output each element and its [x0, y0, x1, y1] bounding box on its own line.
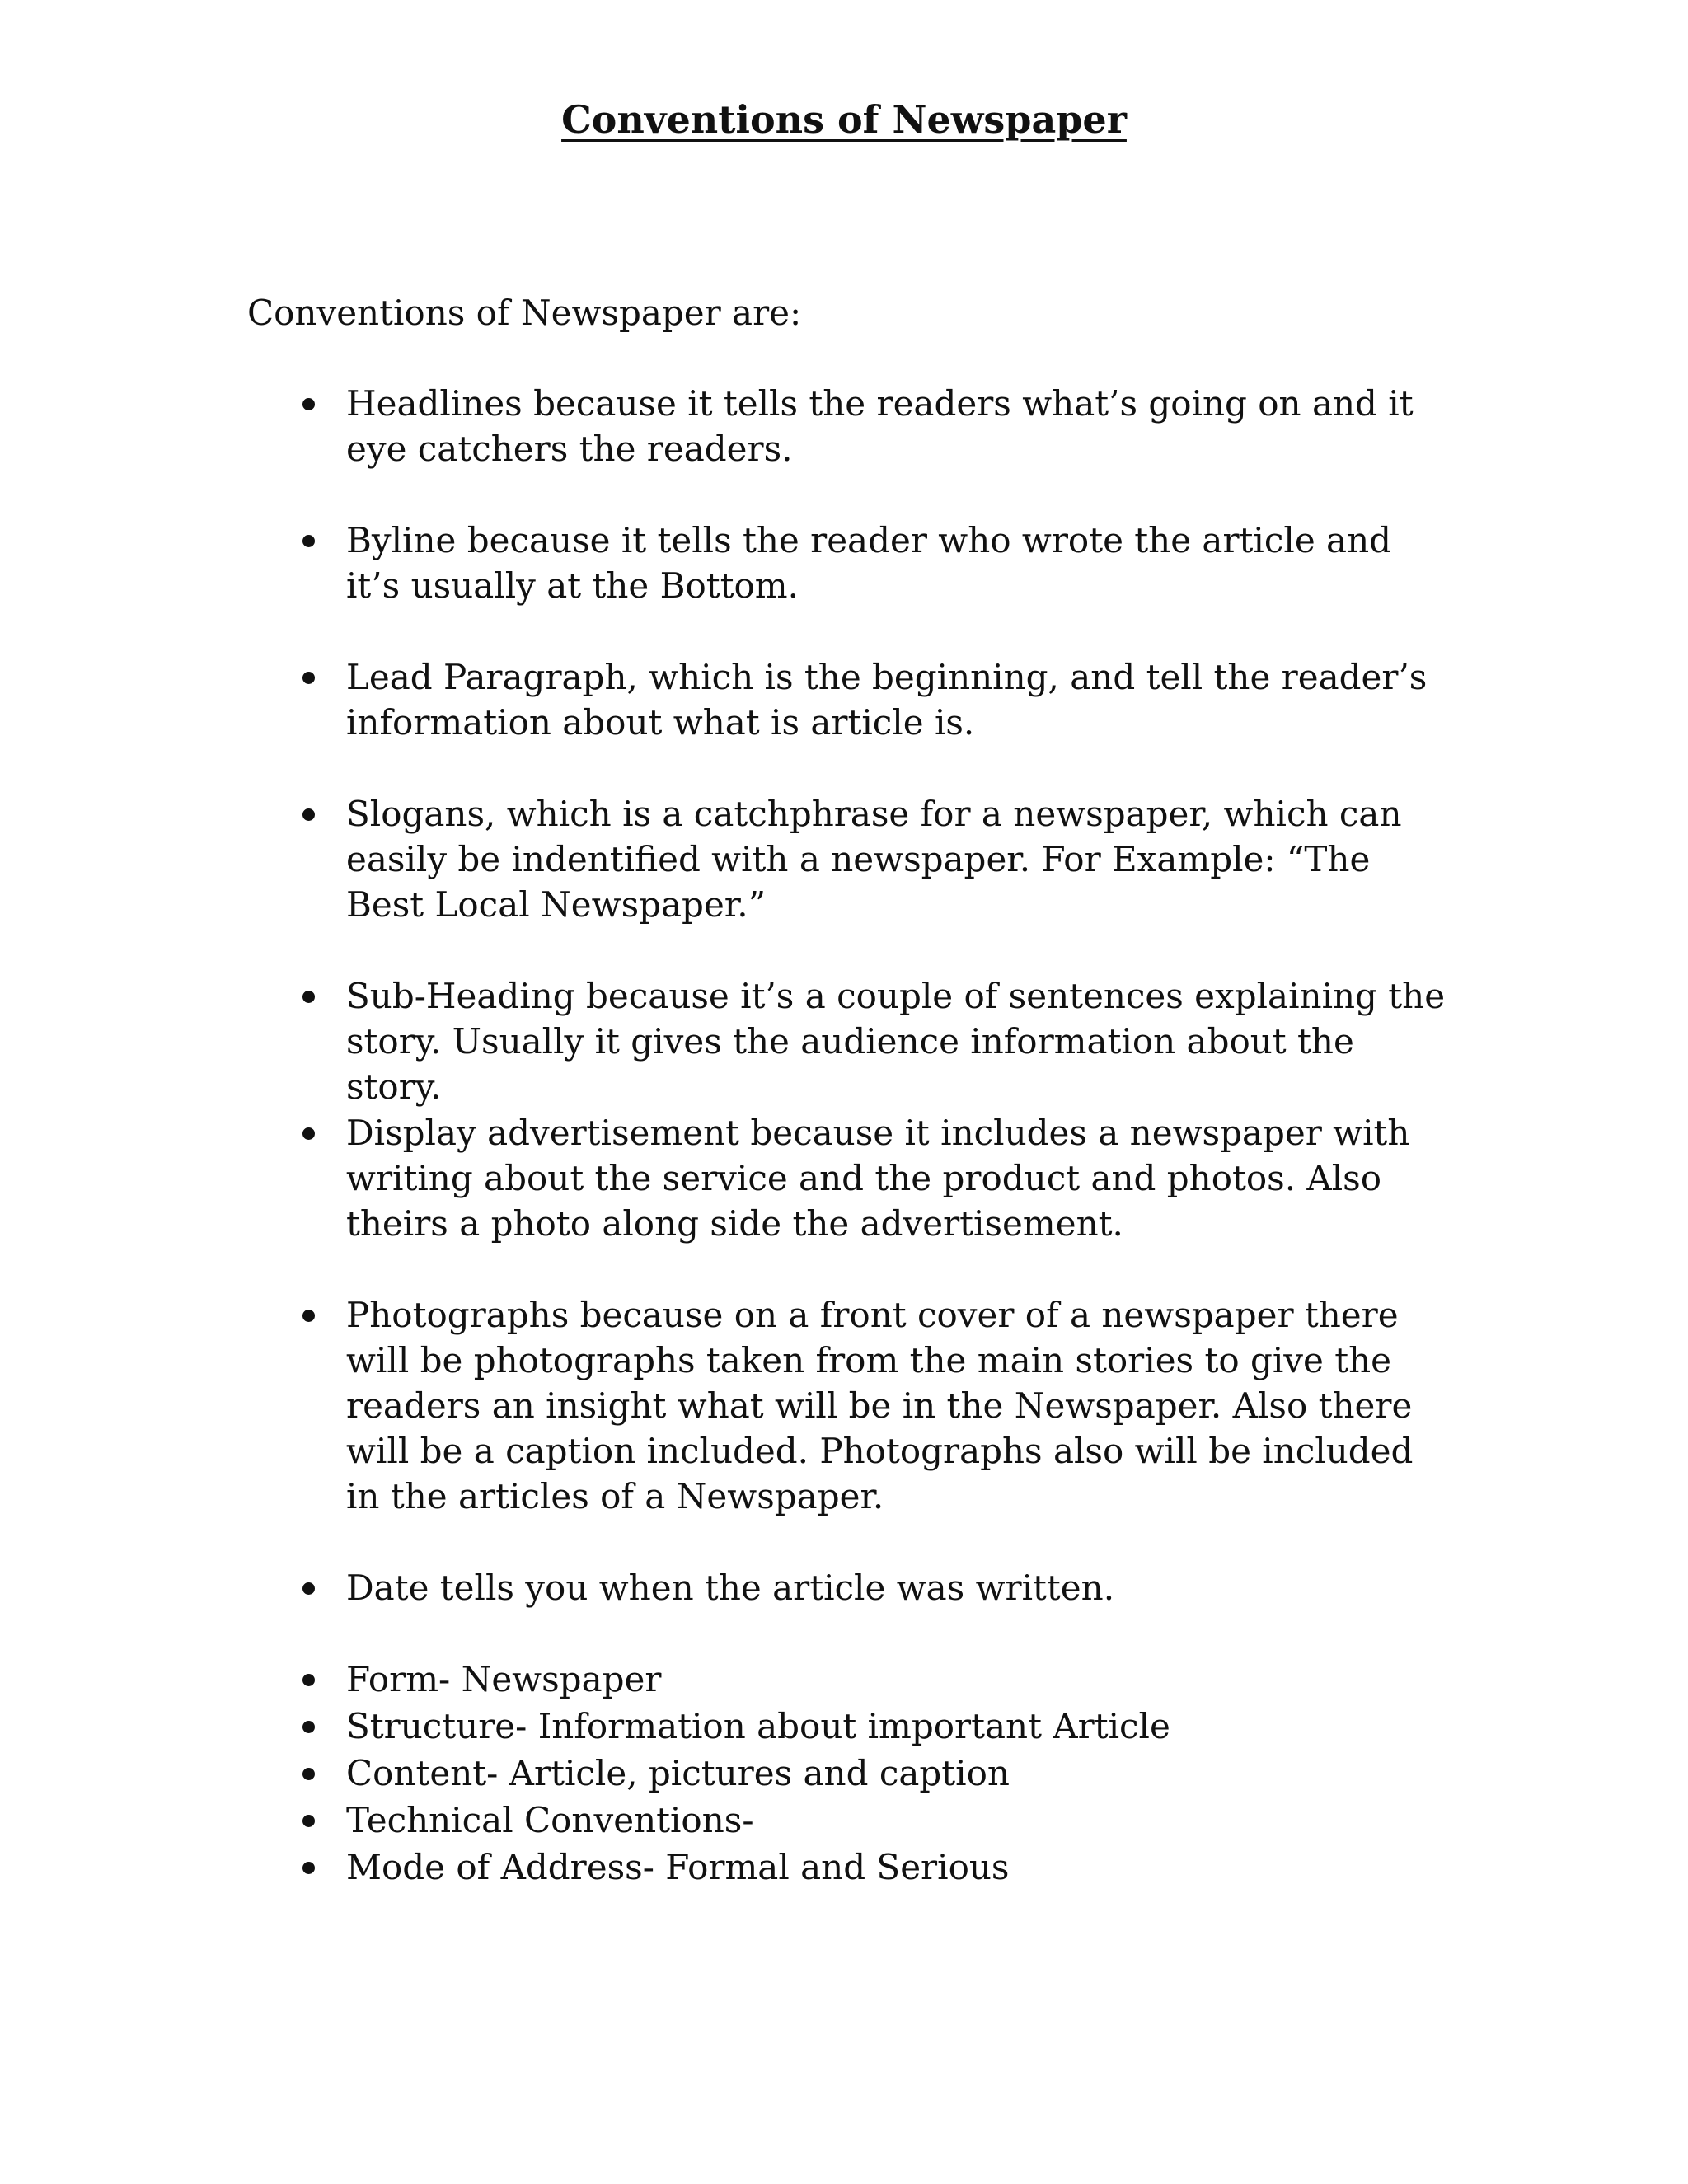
bullet-icon	[302, 1127, 315, 1140]
bullet-icon	[302, 672, 315, 684]
list-item-text: Photographs because on a front cover of a newspaper there will be photographs taken from the main stories to give the readers an insight what will be in the Newspaper. Also there will be a caption included. Photographs also will be included in the articles of a Newspaper.	[346, 1295, 1414, 1516]
list-item	[346, 654, 1451, 745]
bullet-icon	[302, 398, 315, 410]
list-item-text: Slogans, which is a catchphrase for a newspaper, which can easily be indentified with a newspaper. For Example: “The Best Local Newspaper.”	[346, 794, 1402, 925]
document-title: Conventions of Newspaper	[561, 97, 1127, 142]
bullet-icon	[302, 1582, 315, 1595]
list-item-text: Display advertisement because it includes a newspaper with writing about the service and the product and photos. Also theirs a photo along side the advertisement.	[346, 1113, 1410, 1244]
list-item-text: Mode of Address- Formal and Serious	[346, 1847, 1010, 1887]
bullet-icon	[302, 991, 315, 1003]
list-item-text: Lead Paragraph, which is the beginning, and tell the reader’s information about what is article is.	[346, 657, 1428, 743]
list-item	[346, 1657, 1451, 1702]
list-item	[346, 973, 1451, 1109]
list-item-text: Headlines because it tells the readers what’s going on and it eye catchers the readers.	[346, 383, 1414, 469]
bullet-icon	[302, 1310, 315, 1322]
list-item	[346, 518, 1451, 608]
bullet-icon	[302, 535, 315, 547]
list-item-text: Byline because it tells the reader who wrote the article and it’s usually at the Bottom.	[346, 520, 1391, 606]
bullet-icon	[302, 808, 315, 821]
list-item-text: Structure- Information about important Article	[346, 1706, 1170, 1746]
bullet-icon	[302, 1768, 315, 1780]
list-item-text: Form- Newspaper	[346, 1659, 662, 1699]
list-item-text: Sub-Heading because it’s a couple of sentences explaining the story. Usually it gives the audience information about the story.	[346, 976, 1446, 1107]
list-item-text: Content- Article, pictures and caption	[346, 1753, 1010, 1793]
list-item	[346, 1565, 1451, 1610]
list-item	[346, 1797, 1451, 1843]
list-item	[346, 381, 1451, 471]
list-item	[346, 1704, 1451, 1749]
list-item-text: Technical Conventions-	[346, 1800, 754, 1840]
list-item	[346, 791, 1451, 927]
bullet-icon	[302, 1674, 315, 1686]
intro-text: Conventions of Newspaper are:	[247, 293, 802, 333]
bullet-icon	[302, 1815, 315, 1827]
list-item	[346, 1292, 1451, 1519]
bullet-icon	[302, 1862, 315, 1874]
bullet-icon	[302, 1721, 315, 1733]
list-item-text: Date tells you when the article was written.	[346, 1568, 1115, 1608]
list-item	[346, 1750, 1451, 1796]
list-item	[346, 1844, 1451, 1890]
list-item	[346, 1110, 1451, 1246]
